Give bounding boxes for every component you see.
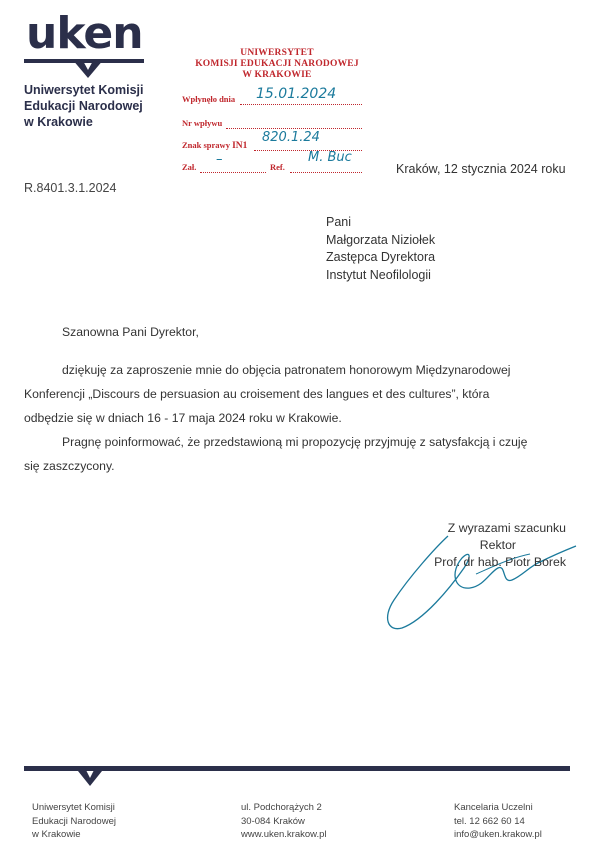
institution-name: Uniwersytet Komisji Edukacji Narodowej w Krakowie [24,83,144,129]
paragraph-2: Pragnę poinformować, że przedstawioną mi propozycję przyjmuję z satysfakcją i czuję się zaszczycony. [24,435,528,473]
paragraph-1: dziękuję za zaproszenie mnie do objęcia patronatem honorowym Międzynarodowej Konferencji „Discours de persuasion au croisement des langues et des cultures”, która odbędzie się w dniach 16 - 17 maja 2024 roku w Krakowie. [24,363,511,425]
footer-address: ul. Podchorążych 2 30-084 Kraków www.uken.krakow.pl [241,802,327,840]
footer-institution: Uniwersytet Komisji Edukacji Narodowej w Krakowie [32,802,116,840]
stamp-header: UNIWERSYTET KOMISJI EDUKACJI NARODOWEJ W KRAKOWIE [195,48,359,80]
stamp-attachments-label: Zał. [182,162,197,172]
footer-chevron-bar-icon [24,766,570,788]
signature-block: Z wyrazami szacunku Rektor Prof. dr hab. Piotr Borek [434,521,566,569]
registry-stamp [182,48,372,180]
salutation: Szanowna Pani Dyrektor, [62,325,199,339]
logo-chevron-bar-icon [24,56,144,78]
footer-contact: Kancelaria Uczelni tel. 12 662 60 14 info@uken.krakow.pl [454,802,542,840]
stamp-ref-value: M. Buc [308,150,352,165]
stamp-received-value: 15.01.2024 [256,86,337,102]
place-and-date: Kraków, 12 stycznia 2024 roku [396,162,566,176]
stamp-attachments-value: – [216,152,223,167]
stamp-number-label: Nr wpływu [182,118,223,128]
stamp-case-label: Znak sprawy IN1 [182,140,248,151]
reference-number: R.8401.3.1.2024 [24,181,117,195]
stamp-ref-label: Ref. [270,162,285,172]
stamp-case-value: 820.1.24 [262,130,320,145]
letter-body [24,320,570,478]
university-logo: uken [26,8,143,59]
stamp-received-label: Wpłynęło dnia [182,94,236,104]
recipient-address: Pani Małgorzata Niziołek Zastępca Dyrektora Instytut Neofilologii [326,215,436,282]
